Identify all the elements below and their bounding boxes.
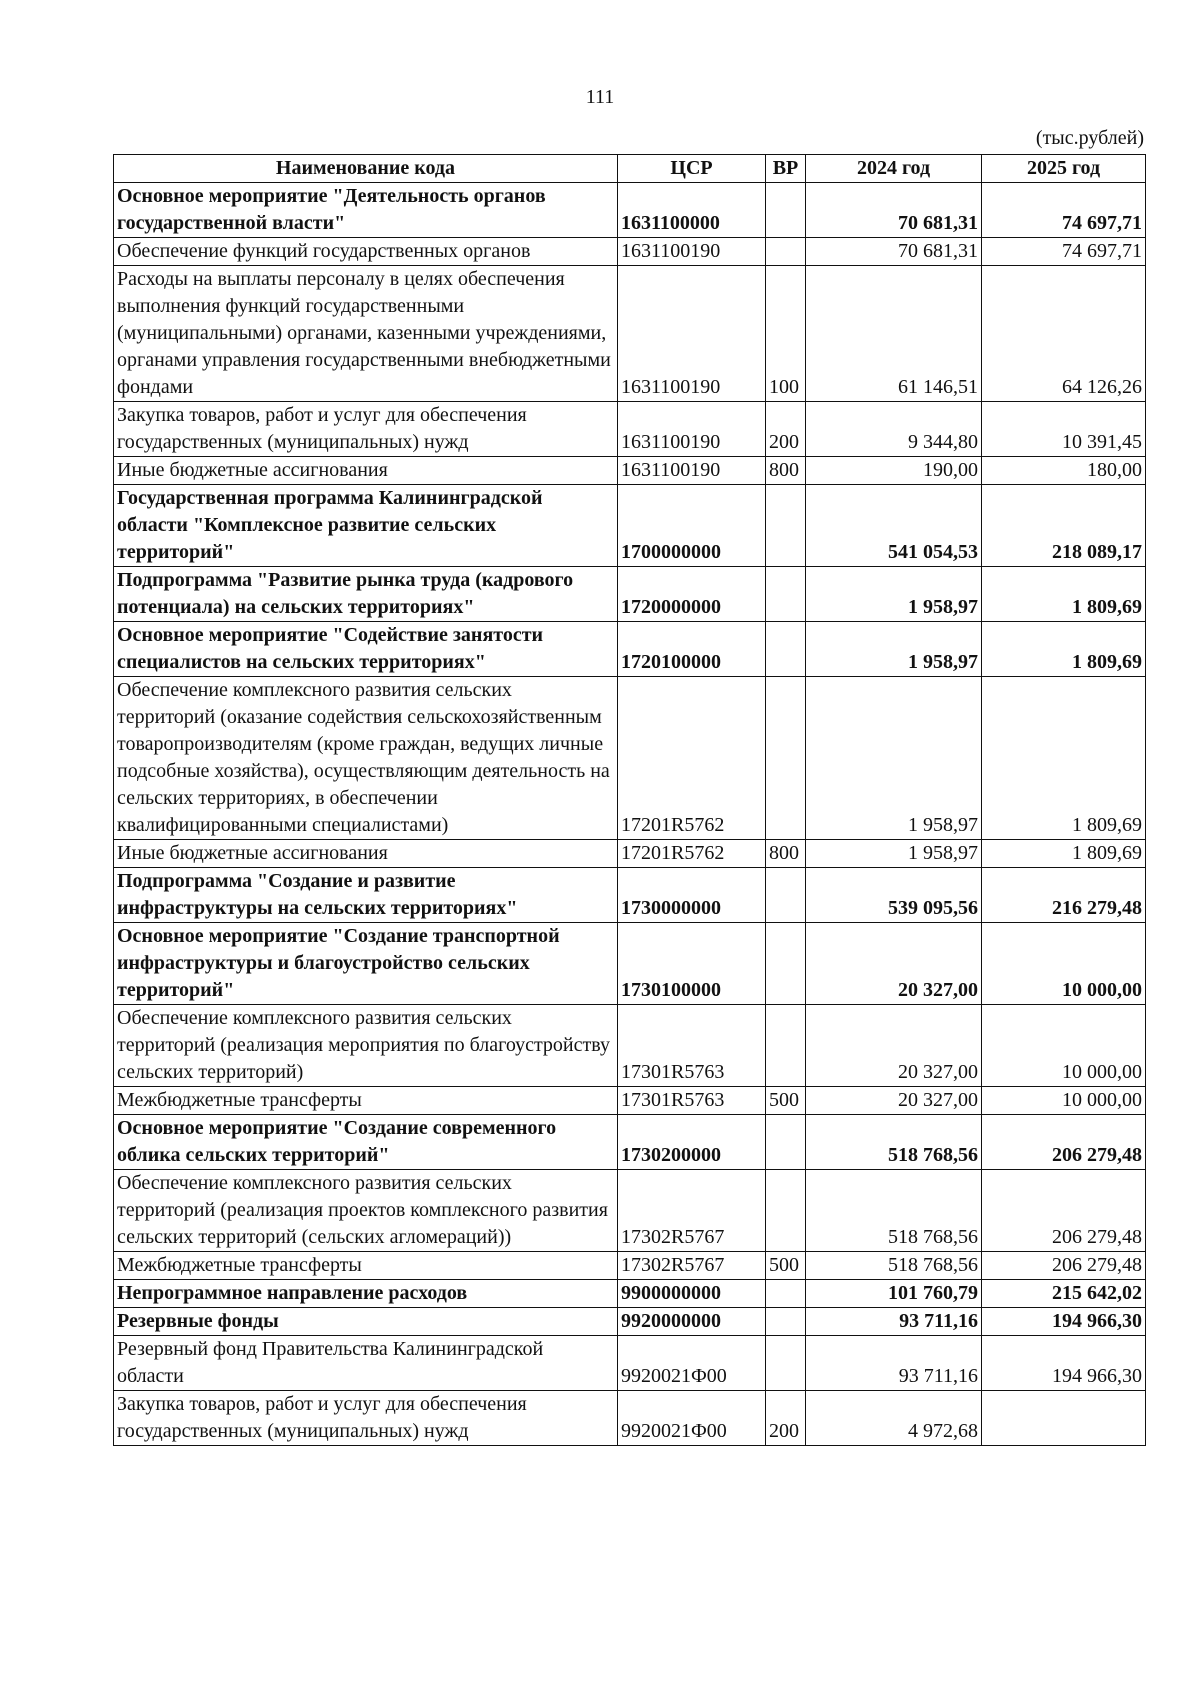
row-vr-cell	[766, 1308, 806, 1336]
row-name-cell: Непрограммное направление расходов	[114, 1280, 618, 1308]
row-code-cell: 1631100000	[618, 183, 766, 238]
table-row	[114, 1115, 1146, 1170]
row-vr-cell	[766, 1280, 806, 1308]
row-code-cell: 17301R5763	[618, 1005, 766, 1087]
page-number: 111	[585, 86, 615, 108]
row-2024-cell: 518 768,56	[806, 1252, 982, 1280]
row-vr-cell	[766, 1115, 806, 1170]
row-code-cell: 1730100000	[618, 923, 766, 1005]
row-code-cell: 1730000000	[618, 868, 766, 923]
row-vr-cell	[766, 238, 806, 266]
row-name-cell: Обеспечение функций государственных органов	[114, 238, 618, 266]
row-2024-cell: 70 681,31	[806, 238, 982, 266]
row-2025-cell: 10 000,00	[982, 923, 1146, 1005]
row-vr-cell: 200	[766, 402, 806, 457]
row-code-cell: 1631100190	[618, 238, 766, 266]
table-row	[114, 1308, 1146, 1336]
row-vr-cell	[766, 485, 806, 567]
table-row	[114, 840, 1146, 868]
row-2024-cell: 518 768,56	[806, 1115, 982, 1170]
header-2025: 2025 год	[982, 155, 1146, 183]
row-code-cell: 17201R5762	[618, 677, 766, 840]
table-row	[114, 923, 1146, 1005]
row-name-cell: Межбюджетные трансферты	[114, 1252, 618, 1280]
row-name-cell: Обеспечение комплексного развития сельских территорий (реализация мероприятия по благоустройству сельских территорий)	[114, 1005, 618, 1087]
row-code-cell: 1720000000	[618, 567, 766, 622]
table-row	[114, 677, 1146, 840]
row-code-cell: 1730200000	[618, 1115, 766, 1170]
row-2024-cell: 539 095,56	[806, 868, 982, 923]
row-2025-cell: 10 000,00	[982, 1005, 1146, 1087]
row-vr-cell: 500	[766, 1087, 806, 1115]
row-vr-cell	[766, 183, 806, 238]
row-name-cell: Иные бюджетные ассигнования	[114, 457, 618, 485]
row-code-cell: 1631100190	[618, 457, 766, 485]
row-name-cell: Основное мероприятие "Деятельность органов государственной власти"	[114, 183, 618, 238]
budget-table	[113, 154, 1146, 1446]
row-2025-cell: 215 642,02	[982, 1280, 1146, 1308]
table-row	[114, 266, 1146, 402]
table-row	[114, 1005, 1146, 1087]
row-2025-cell: 180,00	[982, 457, 1146, 485]
row-code-cell: 9900000000	[618, 1280, 766, 1308]
table-row	[114, 238, 1146, 266]
row-2024-cell: 1 958,97	[806, 840, 982, 868]
row-vr-cell: 800	[766, 457, 806, 485]
row-2024-cell: 1 958,97	[806, 677, 982, 840]
row-code-cell: 17301R5763	[618, 1087, 766, 1115]
row-2024-cell: 101 760,79	[806, 1280, 982, 1308]
table-row	[114, 1280, 1146, 1308]
row-2025-cell: 206 279,48	[982, 1252, 1146, 1280]
row-2024-cell: 190,00	[806, 457, 982, 485]
row-code-cell: 17201R5762	[618, 840, 766, 868]
row-vr-cell	[766, 567, 806, 622]
row-2024-cell: 9 344,80	[806, 402, 982, 457]
row-name-cell: Резервный фонд Правительства Калининградской области	[114, 1336, 618, 1391]
row-code-cell: 1631100190	[618, 266, 766, 402]
table-row	[114, 1252, 1146, 1280]
row-vr-cell: 500	[766, 1252, 806, 1280]
row-vr-cell	[766, 1336, 806, 1391]
row-2024-cell: 541 054,53	[806, 485, 982, 567]
row-code-cell: 17302R5767	[618, 1252, 766, 1280]
table-row	[114, 485, 1146, 567]
header-vr: ВР	[766, 155, 806, 183]
row-2025-cell: 218 089,17	[982, 485, 1146, 567]
row-name-cell: Закупка товаров, работ и услуг для обеспечения государственных (муниципальных) нужд	[114, 402, 618, 457]
row-2025-cell: 10 000,00	[982, 1087, 1146, 1115]
table-row	[114, 402, 1146, 457]
row-2025-cell: 1 809,69	[982, 622, 1146, 677]
table-body	[114, 183, 1146, 1446]
row-2024-cell: 4 972,68	[806, 1391, 982, 1446]
row-name-cell: Межбюджетные трансферты	[114, 1087, 618, 1115]
row-vr-cell	[766, 677, 806, 840]
row-2025-cell: 64 126,26	[982, 266, 1146, 402]
row-2024-cell: 61 146,51	[806, 266, 982, 402]
row-vr-cell: 200	[766, 1391, 806, 1446]
row-2024-cell: 93 711,16	[806, 1308, 982, 1336]
row-vr-cell	[766, 868, 806, 923]
row-code-cell: 1631100190	[618, 402, 766, 457]
row-code-cell: 1700000000	[618, 485, 766, 567]
row-code-cell: 1720100000	[618, 622, 766, 677]
table-row	[114, 868, 1146, 923]
header-name: Наименование кода	[114, 155, 618, 183]
header-code: ЦСР	[618, 155, 766, 183]
row-2025-cell: 74 697,71	[982, 183, 1146, 238]
table-row	[114, 1391, 1146, 1446]
row-vr-cell: 100	[766, 266, 806, 402]
table-row	[114, 567, 1146, 622]
row-name-cell: Основное мероприятие "Содействие занятости специалистов на сельских территориях"	[114, 622, 618, 677]
row-name-cell: Основное мероприятие "Создание транспортной инфраструктуры и благоустройство сельских территорий"	[114, 923, 618, 1005]
row-name-cell: Обеспечение комплексного развития сельских территорий (реализация проектов комплексного развития сельских территорий (сельских агломераций))	[114, 1170, 618, 1252]
row-2025-cell: 1 809,69	[982, 567, 1146, 622]
row-2025-cell: 1 809,69	[982, 677, 1146, 840]
row-name-cell: Расходы на выплаты персоналу в целях обеспечения выполнения функций государственными (муниципальными) органами, казенными учреждениями, органами управления государственными внебюджетными фондами	[114, 266, 618, 402]
row-code-cell: 9920021Ф00	[618, 1336, 766, 1391]
row-2024-cell: 20 327,00	[806, 1005, 982, 1087]
units-note: (тыс.рублей)	[1035, 127, 1144, 149]
row-2024-cell: 1 958,97	[806, 622, 982, 677]
row-2024-cell: 70 681,31	[806, 183, 982, 238]
table-row	[114, 1170, 1146, 1252]
header-2024: 2024 год	[806, 155, 982, 183]
row-name-cell: Закупка товаров, работ и услуг для обеспечения государственных (муниципальных) нужд	[114, 1391, 618, 1446]
row-vr-cell	[766, 923, 806, 1005]
row-vr-cell	[766, 1170, 806, 1252]
row-2025-cell: 206 279,48	[982, 1115, 1146, 1170]
row-2025-cell: 194 966,30	[982, 1336, 1146, 1391]
row-name-cell: Иные бюджетные ассигнования	[114, 840, 618, 868]
table-row	[114, 183, 1146, 238]
row-2025-cell: 194 966,30	[982, 1308, 1146, 1336]
row-name-cell: Подпрограмма "Развитие рынка труда (кадрового потенциала) на сельских территориях"	[114, 567, 618, 622]
row-name-cell: Обеспечение комплексного развития сельских территорий (оказание содействия сельскохозяйственным товаропроизводителям (кроме граждан, ведущих личные подсобные хозяйства), осуществляющим деятельность на сельских территориях, в обеспечении квалифицированными специалистами)	[114, 677, 618, 840]
row-name-cell: Подпрограмма "Создание и развитие инфраструктуры на сельских территориях"	[114, 868, 618, 923]
row-2025-cell: 1 809,69	[982, 840, 1146, 868]
row-code-cell: 9920000000	[618, 1308, 766, 1336]
table-header-row	[114, 155, 1146, 183]
table-row	[114, 1336, 1146, 1391]
table-row	[114, 622, 1146, 677]
row-2025-cell	[982, 1391, 1146, 1446]
row-2025-cell: 216 279,48	[982, 868, 1146, 923]
row-2025-cell: 74 697,71	[982, 238, 1146, 266]
table-row	[114, 457, 1146, 485]
table-row	[114, 1087, 1146, 1115]
row-2025-cell: 10 391,45	[982, 402, 1146, 457]
row-name-cell: Государственная программа Калининградской области "Комплексное развитие сельских территорий"	[114, 485, 618, 567]
row-vr-cell	[766, 1005, 806, 1087]
row-2024-cell: 1 958,97	[806, 567, 982, 622]
row-2024-cell: 93 711,16	[806, 1336, 982, 1391]
row-vr-cell: 800	[766, 840, 806, 868]
row-code-cell: 17302R5767	[618, 1170, 766, 1252]
row-2024-cell: 20 327,00	[806, 923, 982, 1005]
row-vr-cell	[766, 622, 806, 677]
row-2024-cell: 518 768,56	[806, 1170, 982, 1252]
row-code-cell: 9920021Ф00	[618, 1391, 766, 1446]
row-name-cell: Резервные фонды	[114, 1308, 618, 1336]
row-2024-cell: 20 327,00	[806, 1087, 982, 1115]
row-name-cell: Основное мероприятие "Создание современного облика сельских территорий"	[114, 1115, 618, 1170]
row-2025-cell: 206 279,48	[982, 1170, 1146, 1252]
